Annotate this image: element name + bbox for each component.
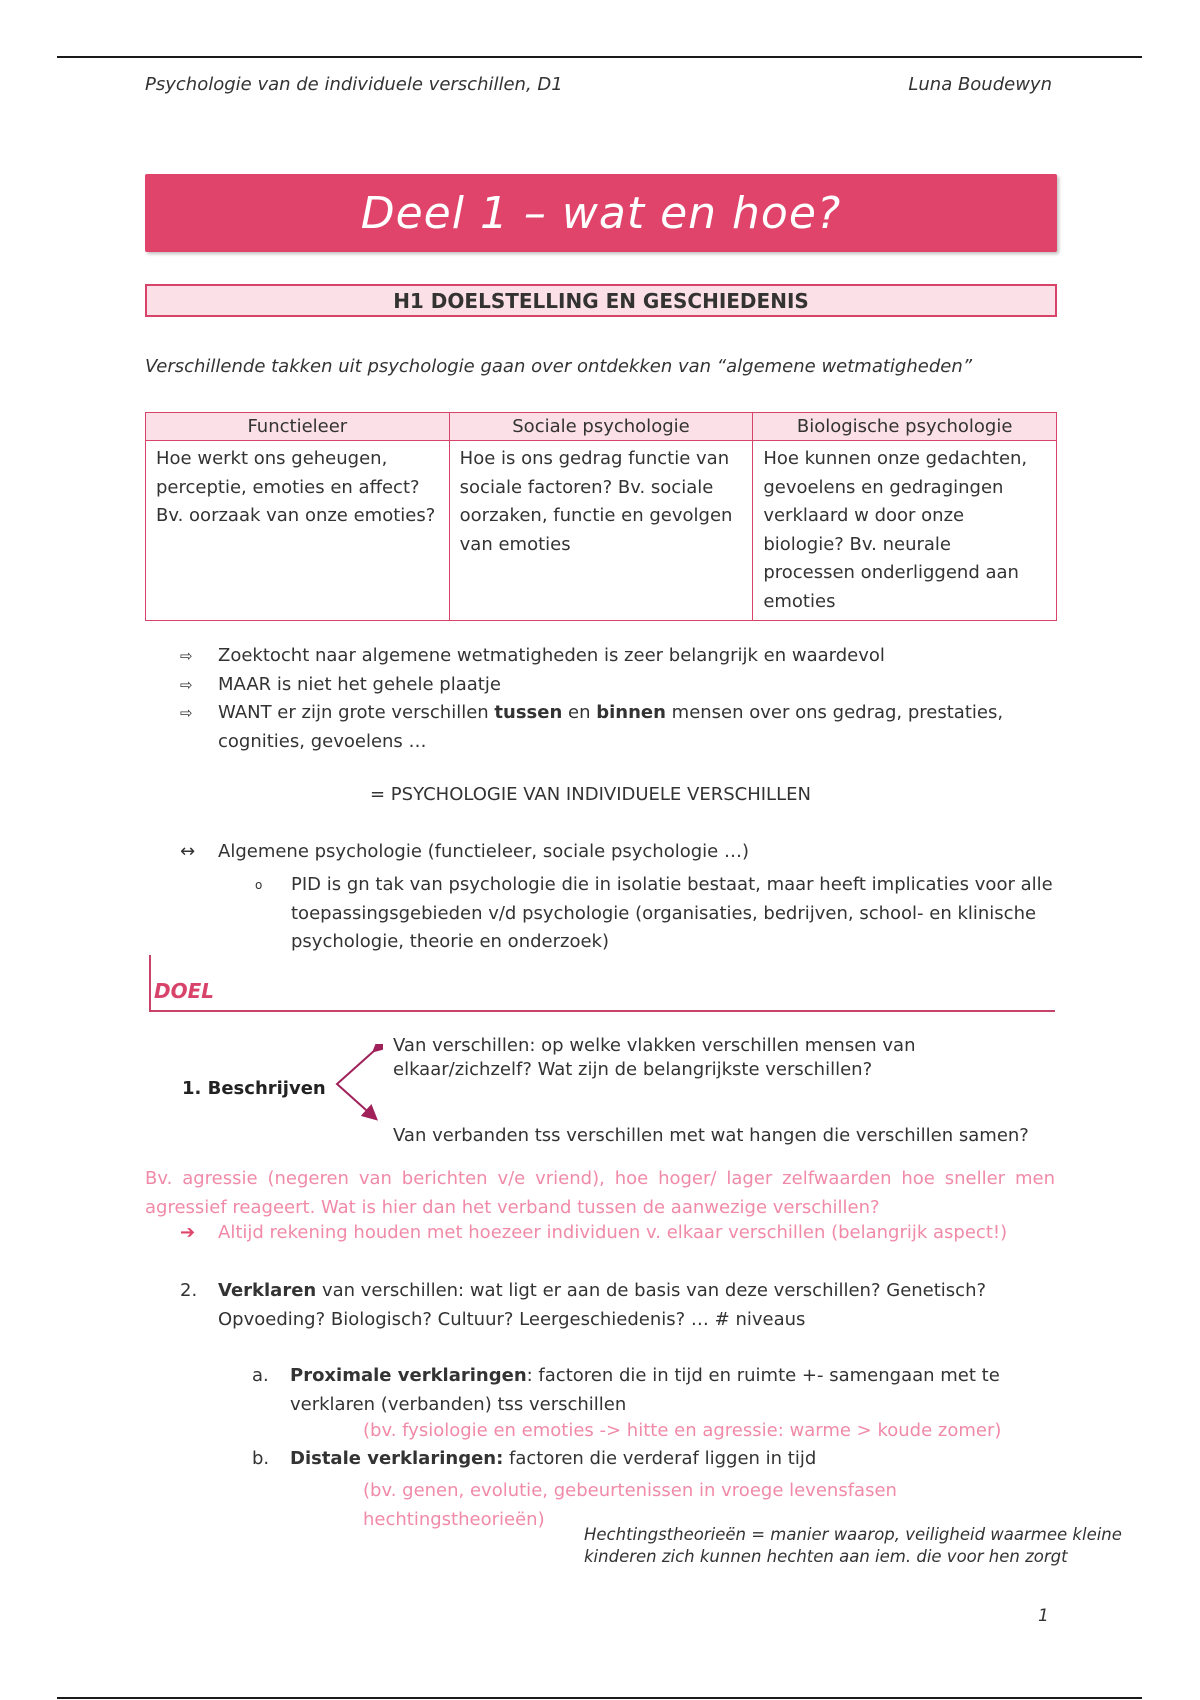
text-span: : factoren die in tijd en ruimte +- samengaan met te verklaren (verbanden) tss verschillen: [290, 1365, 1000, 1415]
distal-text: [290, 1448, 816, 1469]
table-header-row: [146, 413, 1057, 441]
proximal-example: (bv. fysiologie en emoties -> hitte en agressie: warme > koude zomer): [363, 1420, 1002, 1441]
table-cell: Hoe werkt ons geheugen, perceptie, emoties en affect? Bv. oorzaak van onze emoties?: [146, 441, 450, 621]
section-divider-horizontal: [149, 1010, 1055, 1012]
arrow-right-icon: ⇨: [180, 704, 193, 722]
sub-bullet-item: [255, 871, 1055, 957]
table-header-cell: Biologische psychologie: [753, 413, 1057, 441]
list-number: 2.: [180, 1280, 198, 1301]
explain-text: [218, 1277, 1060, 1334]
example-arrow-text: Altijd rekening houden met hoezeer individuen v. elkaar verschillen (belangrijk aspect!): [218, 1222, 1008, 1243]
header-author: Luna Boudewyn: [908, 74, 1052, 95]
example-arrow-line: [180, 1222, 1007, 1243]
emphasis-tussen: tussen: [494, 702, 563, 723]
chapter-heading-box: [145, 284, 1057, 317]
table-row: [146, 441, 1057, 621]
list-item-text: MAAR is niet het gehele plaatje: [218, 673, 501, 695]
general-psychology-text: Algemene psychologie (functieleer, sociale psychologie …): [218, 841, 749, 862]
sub-item-distal: [252, 1448, 1052, 1469]
top-rule: [57, 56, 1142, 58]
section-title-doel: DOEL: [154, 979, 215, 1003]
list-item: [180, 642, 1060, 671]
attachment-note: Hechtingstheorieën = manier waarop, veiligheid waarmee kleine kinderen zich kunnen hechten aan iem. die voor hen zorgt: [584, 1525, 1122, 1566]
table-cell: Hoe kunnen onze gedachten, gevoelens en gedragingen verklaard w door onze biologie? Bv. neurale processen onderliggend aan emoties: [753, 441, 1057, 621]
list-item: [180, 671, 1060, 700]
arrow-bullet-list: [180, 642, 1060, 756]
bidirectional-arrow-icon: ↔: [180, 841, 196, 862]
goal-item-describe: 1. Beschrijven: [182, 1078, 326, 1099]
list-item: [180, 699, 1060, 756]
sub-bullet-text: PID is gn tak van psychologie die in isolatie bestaat, maar heeft implicaties voor alle toepassingsgebieden v/d psychologie (organisaties, bedrijven, school- en klinische psychologie, theorie en onderzoek): [291, 874, 1053, 952]
bottom-rule: [57, 1697, 1142, 1699]
part-banner: [145, 174, 1057, 252]
section-divider-vertical: [149, 955, 151, 1012]
text-span: mensen over ons gedrag, prestaties, cognities, gevoelens …: [218, 702, 1004, 752]
text-span: factoren die verderaf liggen in tijd: [503, 1448, 817, 1469]
intro-text: Verschillende takken uit psychologie gaan over ontdekken van “algemene wetmatigheden”: [145, 356, 973, 377]
page-number: 1: [1038, 1606, 1049, 1626]
emphasis-binnen: binnen: [596, 702, 666, 723]
list-letter: b.: [252, 1448, 270, 1469]
distal-example: (bv. genen, evolutie, gebeurtenissen in vroege levensfasen hechtingstheorieën): [363, 1480, 897, 1530]
describe-differences-text: Van verschillen: op welke vlakken verschillen mensen van elkaar/zichzelf? Wat zijn de belangrijkste verschillen?: [393, 1035, 916, 1080]
describe-relations-text: Van verbanden tss verschillen met wat hangen die verschillen samen?: [393, 1125, 1029, 1146]
text-span: en: [562, 702, 597, 723]
branch-arrows-icon: [333, 1044, 383, 1124]
table-cell: Hoe is ons gedrag functie van sociale factoren? Bv. sociale oorzaken, functie en gevolgen van emoties: [449, 441, 753, 621]
text-span: van verschillen: wat ligt er aan de basis van deze verschillen? Genetisch? Opvoeding? Biologisch? Cultuur? Leergeschiedenis? … # niveaus: [218, 1280, 987, 1330]
distal-bold: Distale verklaringen:: [290, 1448, 504, 1469]
text-span: WANT er zijn grote verschillen: [218, 702, 495, 723]
arrow-right-icon: ⇨: [180, 675, 193, 694]
list-letter: a.: [252, 1365, 269, 1386]
arrow-right-icon: ➔: [180, 1222, 196, 1243]
branches-table: [145, 412, 1057, 621]
arrow-right-icon: ⇨: [180, 647, 193, 665]
part-title: Deel 1 – wat en hoe?: [360, 187, 842, 239]
explain-bold: Verklaren: [218, 1280, 317, 1301]
circle-bullet-icon: o: [255, 878, 263, 892]
proximal-bold: Proximale verklaringen: [290, 1365, 527, 1386]
proximal-text: [290, 1362, 1052, 1419]
chapter-title: H1 DOELSTELLING EN GESCHIEDENIS: [393, 288, 809, 313]
example-aggression: Bv. agressie (negeren van berichten v/e vriend), hoe hoger/ lager zelfwaarden hoe sneller men agressief reageert. Wat is hier dan het verband tussen de aanwezige verschillen?: [145, 1168, 1055, 1218]
table-header-cell: Sociale psychologie: [449, 413, 753, 441]
goal-item-explain: [180, 1277, 1060, 1334]
pid-definition: = PSYCHOLOGIE VAN INDIVIDUELE VERSCHILLEN: [370, 784, 811, 805]
sub-item-proximal: [252, 1362, 1052, 1419]
table-header-cell: Functieleer: [146, 413, 450, 441]
list-item-text: [218, 699, 1060, 756]
general-psychology-line: [180, 841, 749, 862]
header-course-title: Psychologie van de individuele verschillen, D1: [145, 74, 563, 95]
list-item-text: Zoektocht naar algemene wetmatigheden is zeer belangrijk en waardevol: [218, 645, 885, 666]
